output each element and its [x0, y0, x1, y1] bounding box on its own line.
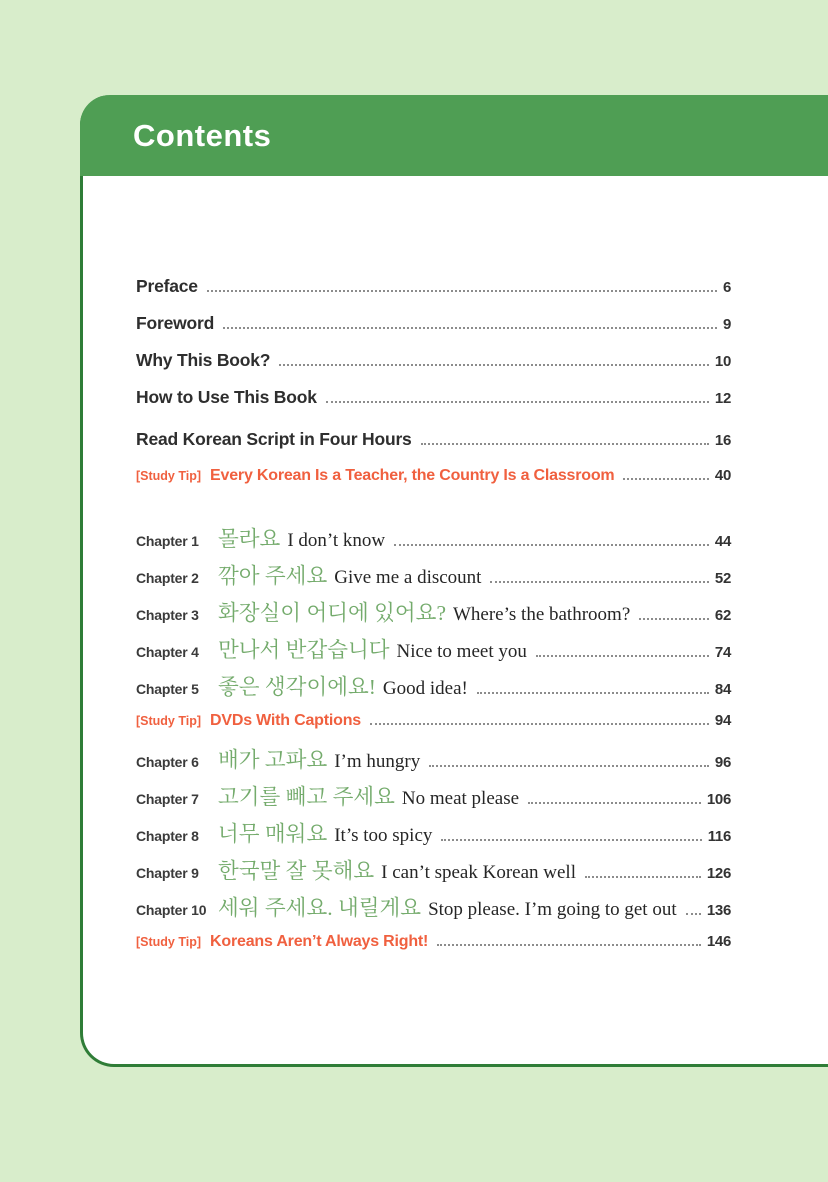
chapter-label: Chapter 7	[136, 791, 199, 807]
chapter-label: Chapter 1	[136, 533, 199, 549]
entry-title: Why This Book?	[136, 350, 271, 370]
study-tip-title: DVDs With Captions	[210, 712, 361, 729]
page-number: 84	[714, 681, 731, 698]
dotted-leader	[326, 401, 709, 403]
page-number: 116	[707, 828, 731, 845]
chapter-korean-title: 깎아 주세요	[218, 564, 328, 588]
entry-title: How to Use This Book	[136, 387, 317, 407]
dotted-leader	[207, 290, 717, 292]
page-number: 44	[714, 533, 731, 550]
page-title: Contents	[133, 117, 272, 153]
entry-title: Foreword	[136, 313, 215, 333]
toc-row-chapter	[136, 854, 731, 882]
toc-row	[136, 276, 731, 300]
dotted-leader	[421, 443, 709, 445]
toc-row-study-tip	[136, 467, 731, 489]
page-number: 146	[706, 933, 731, 950]
toc-row-chapter	[136, 670, 731, 698]
toc-row-chapter	[136, 522, 731, 550]
study-tip-title: Koreans Aren’t Always Right!	[210, 933, 429, 950]
toc-row-chapter	[136, 633, 731, 661]
chapter-english-title: No meat please	[401, 788, 520, 809]
chapter-korean-title: 한국말 잘 못해요	[218, 859, 375, 883]
page-number: 74	[714, 644, 731, 661]
toc-row-study-tip	[136, 712, 731, 734]
dotted-leader	[437, 944, 701, 946]
chapter-english-title: I’m hungry	[334, 751, 421, 772]
chapter-label: Chapter 10	[136, 902, 207, 918]
toc-row-chapter	[136, 891, 731, 919]
page-number: 6	[722, 279, 731, 296]
dotted-leader	[477, 692, 709, 694]
chapter-label: Chapter 9	[136, 865, 199, 881]
chapter-label: Chapter 5	[136, 681, 199, 697]
chapter-label: Chapter 6	[136, 754, 199, 770]
page-number: 52	[714, 570, 731, 587]
dotted-leader	[585, 876, 701, 878]
chapter-english-title: Good idea!	[382, 678, 468, 699]
chapter-english-title: I can’t speak Korean well	[381, 862, 576, 883]
page-number: 40	[714, 467, 731, 484]
chapter-english-title: Where’s the bathroom?	[452, 604, 631, 625]
page-number: 94	[714, 712, 731, 729]
toc-row	[136, 429, 731, 453]
chapter-korean-title: 고기를 빼고 주세요	[218, 785, 395, 809]
chapter-english-title: Stop please. I’m going to get out	[428, 899, 677, 920]
study-tip-prefix: [Study Tip]	[136, 714, 202, 728]
chapter-label: Chapter 8	[136, 828, 199, 844]
dotted-leader	[528, 802, 701, 804]
page-number: 126	[706, 865, 731, 882]
study-tip-title: Every Korean Is a Teacher, the Country Is a Classroom	[210, 467, 615, 484]
dotted-leader	[370, 723, 709, 725]
dotted-leader	[490, 581, 708, 583]
dotted-leader	[686, 913, 701, 915]
chapter-korean-title: 배가 고파요	[218, 748, 328, 772]
chapter-english-title: It’s too spicy	[334, 825, 433, 846]
page-number: 9	[722, 316, 731, 333]
chapter-english-title: Give me a discount	[334, 567, 482, 588]
entry-title: Read Korean Script in Four Hours	[136, 429, 412, 449]
toc-row-chapter	[136, 596, 731, 624]
page-number: 12	[714, 390, 731, 407]
toc-row	[136, 350, 731, 374]
dotted-leader	[223, 327, 717, 329]
chapter-korean-title: 만나서 반갑습니다	[218, 638, 390, 662]
chapter-korean-title: 너무 매워요	[218, 822, 328, 846]
dotted-leader	[639, 618, 709, 620]
entry-title: Preface	[136, 276, 198, 296]
dotted-leader	[394, 544, 709, 546]
dotted-leader	[536, 655, 709, 657]
chapter-english-title: I don’t know	[287, 530, 386, 551]
chapter-label: Chapter 4	[136, 644, 199, 660]
toc-row	[136, 387, 731, 411]
dotted-leader	[441, 839, 701, 841]
page-number: 136	[706, 902, 731, 919]
toc-row-study-tip	[136, 933, 731, 955]
toc-row-chapter	[136, 743, 731, 771]
dotted-leader	[429, 765, 709, 767]
toc-row	[136, 313, 731, 337]
study-tip-prefix: [Study Tip]	[136, 469, 202, 483]
toc-row-chapter	[136, 559, 731, 587]
toc-row-chapter	[136, 780, 731, 808]
toc-row-chapter	[136, 817, 731, 845]
chapter-korean-title: 좋은 생각이에요!	[218, 675, 376, 699]
page-number: 16	[714, 432, 731, 449]
page-number: 96	[714, 754, 731, 771]
chapter-label: Chapter 3	[136, 607, 199, 623]
table-of-contents	[83, 176, 828, 955]
chapter-label: Chapter 2	[136, 570, 199, 586]
study-tip-prefix: [Study Tip]	[136, 935, 202, 949]
dotted-leader	[623, 478, 708, 480]
page-number: 10	[714, 353, 731, 370]
contents-card	[80, 95, 828, 1067]
dotted-leader	[279, 364, 709, 366]
page-number: 106	[706, 791, 731, 808]
chapter-english-title: Nice to meet you	[396, 641, 527, 662]
chapter-korean-title: 세워 주세요. 내릴게요	[218, 896, 422, 920]
contents-header-band	[80, 95, 828, 176]
page-number: 62	[714, 607, 731, 624]
chapter-korean-title: 몰라요	[218, 527, 281, 551]
chapter-korean-title: 화장실이 어디에 있어요?	[218, 601, 446, 625]
